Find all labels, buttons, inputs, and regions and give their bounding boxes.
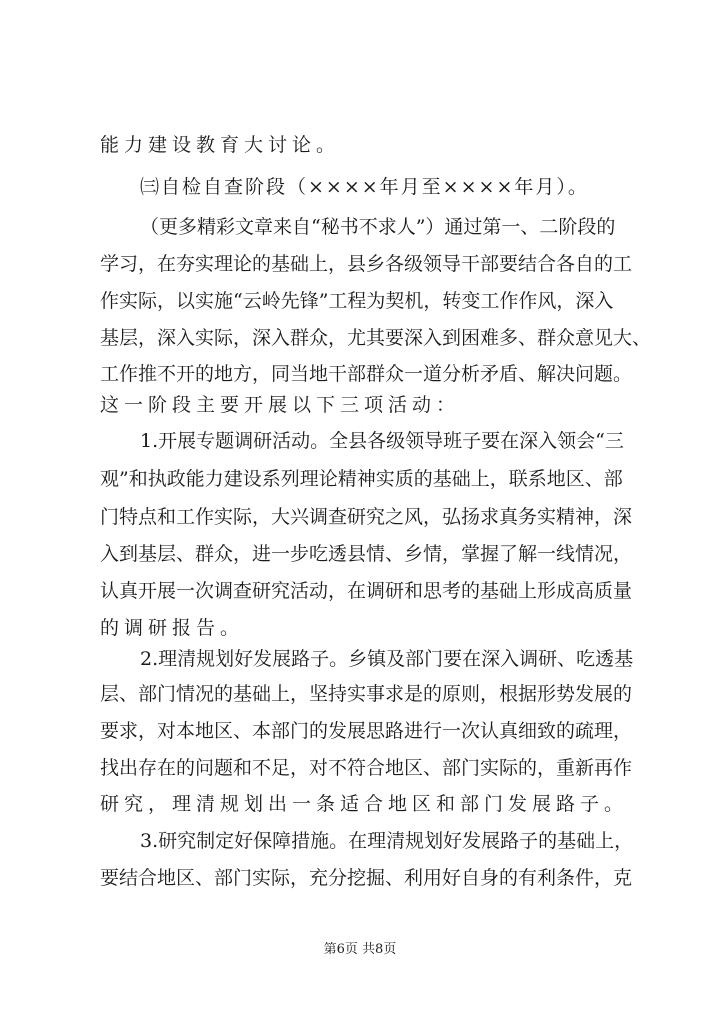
text-line: 层、部门情况的基础上，坚持实事求是的原则，根据形势发展的: [100, 683, 633, 705]
text-line: 这一阶段主要开展以下三项活动：: [100, 394, 461, 416]
text-line: 要求，对本地区、本部门的发展思路进行一次认真细致的疏理，: [100, 720, 633, 742]
text-line: （更多精彩文章来自“秘书不求人”）通过第一、二阶段的: [140, 216, 616, 238]
text-line: 基层，深入实际，深入群众，尤其要深入到困难多、群众意见大、: [100, 327, 652, 349]
text-line: 观”和执政能力建设系列理论精神实质的基础上，联系地区、部: [100, 468, 623, 490]
text-line: 研究，理清规划出一条适合地区和部门发展路子。: [100, 793, 629, 815]
page-number: 第6页 共8页: [323, 942, 397, 957]
text-line: 1.开展专题调研活动。全县各级领导班子要在深入领会“三: [140, 430, 624, 452]
section-heading: ㈢自检自查阶段（××××年月至××××年月）。: [140, 176, 589, 198]
text-line: 的调研报告。: [100, 617, 245, 639]
text-line: 能力建设教育大讨论。: [100, 134, 341, 156]
text-line: 找出存在的问题和不足，对不符合地区、部门实际的，重新再作: [100, 757, 633, 779]
text-line: 门特点和工作实际，大兴调查研究之风，弘扬求真务实精神，深: [100, 506, 633, 528]
text-line: 2.理清规划好发展路子。乡镇及部门要在深入调研、吃透基: [140, 648, 634, 670]
text-line: 工作推不开的地方，同当地干部群众一道分析矛盾、解决问题。: [100, 363, 633, 385]
text-line: 认真开展一次调查研究活动，在调研和思考的基础上形成高质量: [100, 580, 633, 602]
text-line: 作实际，以实施“云岭先锋”工程为契机，转变工作作风，深入: [100, 290, 614, 312]
text-line: 入到基层、群众，进一步吃透县情、乡情，掌握了解一线情况，: [100, 543, 633, 565]
text-line: 3.研究制定好保障措施。在理清规划好发展路子的基础上，: [140, 830, 634, 852]
text-line: 学习，在夯实理论的基础上，县乡各级领导干部要结合各自的工: [100, 253, 633, 275]
text-line: 要结合地区、部门实际，充分挖掘、利用好自身的有利条件，克: [100, 867, 633, 889]
